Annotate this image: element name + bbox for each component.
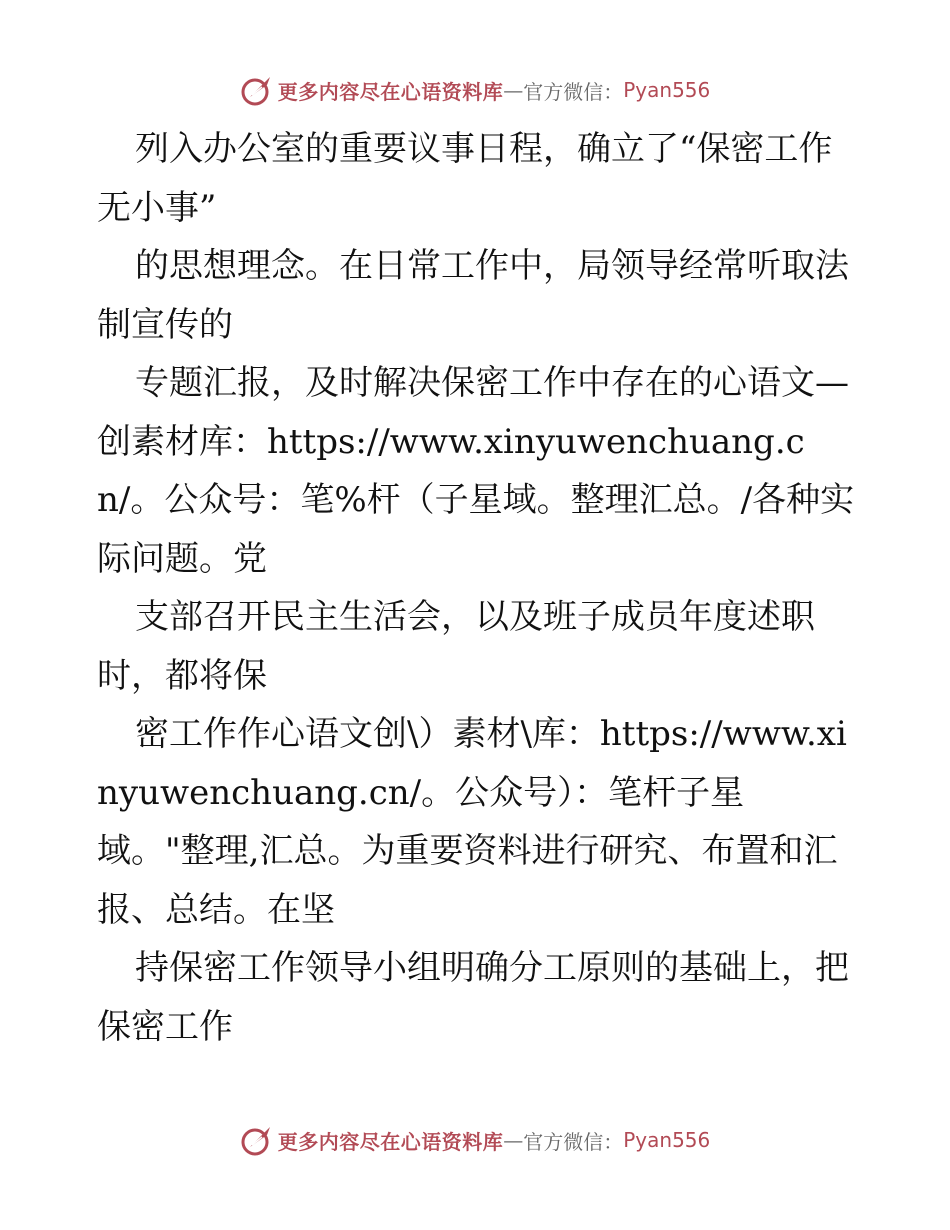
footer-banner xyxy=(0,1120,950,1160)
document-body xyxy=(97,120,857,1056)
paragraph: 密工作作心语文创\）素材\库：https://www.xinyuwenchuang.cn/。公众号）：笔杆子星域。"整理,汇总。为重要资料进行研究、布置和汇报、总结。在坚 xyxy=(97,714,847,930)
banner-wechat-label: 官方微信： xyxy=(523,79,624,104)
banner-wechat-id: Pyan556 xyxy=(623,1128,711,1152)
banner-dash: — xyxy=(503,78,524,102)
banner-wechat-label: 官方微信： xyxy=(523,1129,624,1154)
paragraph: 专题汇报，及时解决保密工作中存在的心语文—创素材库：https://www.xinyuwenchuang.cn/。公众号：笔%杆（子星域。整理汇总。/各种实际问题。党 xyxy=(97,363,855,579)
banner-wechat-id: Pyan556 xyxy=(623,78,711,102)
banner-title: 更多内容尽在心语资料库 xyxy=(277,1129,504,1154)
paragraph: 列入办公室的重要议事日程，确立了“保密工作无小事” xyxy=(97,129,833,228)
header-banner xyxy=(0,70,950,110)
paragraph: 支部召开民主生活会，以及班子成员年度述职时，都将保 xyxy=(97,597,815,696)
quill-logo-icon xyxy=(240,73,274,107)
banner-title: 更多内容尽在心语资料库 xyxy=(277,79,504,104)
quill-logo-icon xyxy=(240,1123,274,1157)
banner-dash: — xyxy=(503,1128,524,1152)
paragraph: 的思想理念。在日常工作中，局领导经常听取法制宣传的 xyxy=(97,246,849,345)
paragraph: 持保密工作领导小组明确分工原则的基础上，把保密工作 xyxy=(97,948,849,1047)
